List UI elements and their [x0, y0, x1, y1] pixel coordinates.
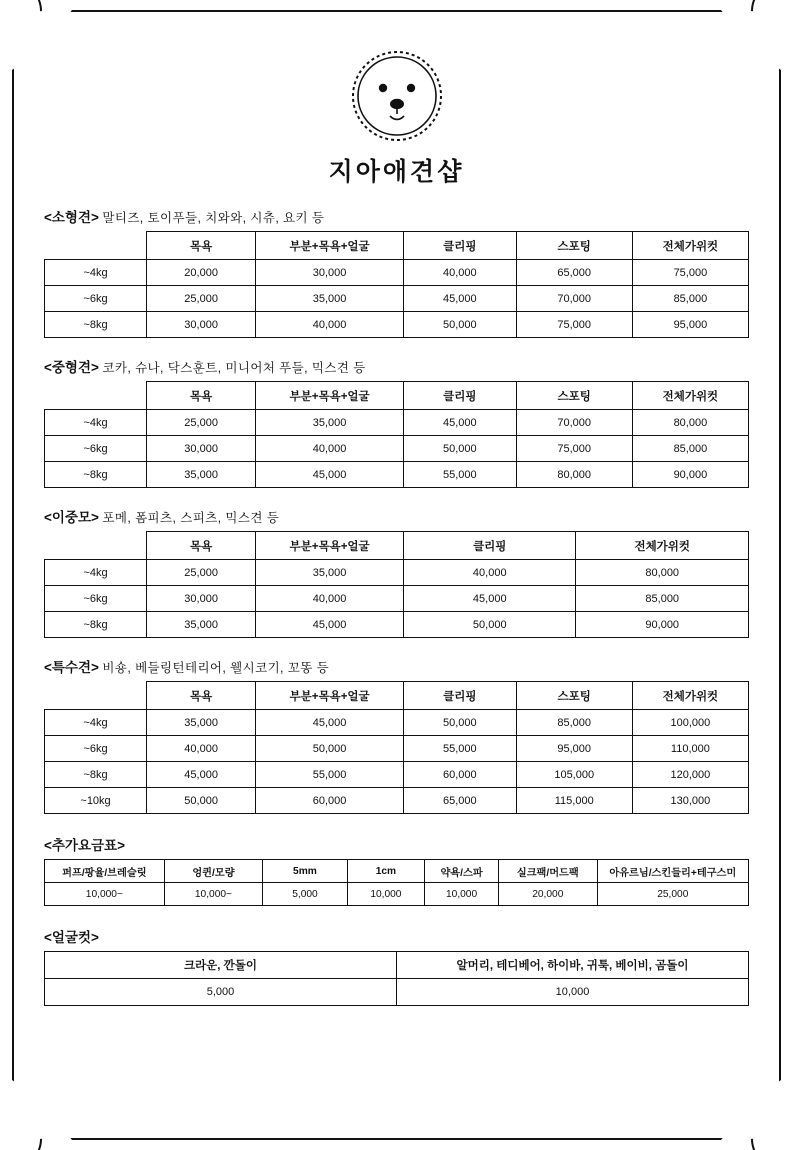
- corner-cell: [45, 382, 147, 410]
- price-cell: 55,000: [256, 762, 404, 788]
- row-header: ~4kg: [45, 410, 147, 436]
- price-cell: 50,000: [404, 436, 517, 462]
- price-cell: 30,000: [147, 436, 256, 462]
- price-cell: 75,000: [632, 260, 748, 286]
- price-table-small: [44, 231, 749, 338]
- section-small-dogs: [44, 206, 749, 338]
- price-cell: 50,000: [404, 612, 576, 638]
- row-header: ~4kg: [45, 710, 147, 736]
- price-cell: 25,000: [597, 883, 748, 906]
- section-category: <소형견>: [44, 210, 99, 225]
- price-cell: 50,000: [147, 788, 256, 814]
- table-row: [45, 979, 749, 1006]
- section-description: 포메, 폼피츠, 스피츠, 믹스견 등: [102, 511, 280, 525]
- column-header: 알머리, 테디베어, 하이바, 귀툭, 베이비, 곰돌이: [397, 952, 749, 979]
- row-header: ~8kg: [45, 762, 147, 788]
- column-header: 스포팅: [516, 232, 632, 260]
- price-cell: 35,000: [256, 560, 404, 586]
- table-row: [45, 410, 749, 436]
- table-row: [45, 788, 749, 814]
- price-cell: 30,000: [256, 260, 404, 286]
- price-cell: 45,000: [404, 286, 517, 312]
- price-cell: 95,000: [516, 736, 632, 762]
- section-description: 비숑, 베들링턴테리어, 웰시코기, 꼬똥 등: [102, 661, 330, 675]
- table-row: [45, 286, 749, 312]
- column-header: 전체가위컷: [576, 532, 749, 560]
- column-header: 목욕: [147, 532, 256, 560]
- price-cell: 50,000: [256, 736, 404, 762]
- section-description: 코카, 슈나, 닥스훈트, 미니어처 푸들, 믹스견 등: [102, 361, 366, 375]
- column-header: 전체가위컷: [632, 682, 748, 710]
- price-cell: 45,000: [404, 410, 517, 436]
- table-row: [45, 260, 749, 286]
- column-header: 실크팩/머드팩: [499, 860, 598, 883]
- column-header: 크라운, 깐돌이: [45, 952, 397, 979]
- row-header: ~4kg: [45, 260, 147, 286]
- column-header: 전체가위컷: [632, 232, 748, 260]
- price-cell: 45,000: [404, 586, 576, 612]
- column-header: 목욕: [147, 382, 256, 410]
- price-cell: 10,000: [425, 883, 499, 906]
- price-cell: 105,000: [516, 762, 632, 788]
- price-table-medium: [44, 381, 749, 488]
- price-cell: 90,000: [632, 462, 748, 488]
- column-header: 부분+목욕+얼굴: [256, 682, 404, 710]
- price-cell: 45,000: [256, 612, 404, 638]
- price-cell: 10,000~: [45, 883, 165, 906]
- price-cell: 130,000: [632, 788, 748, 814]
- column-header: 클리핑: [404, 232, 517, 260]
- price-cell: 25,000: [147, 286, 256, 312]
- section-medium-dogs: [44, 356, 749, 488]
- price-cell: 20,000: [499, 883, 598, 906]
- column-header: 클리핑: [404, 682, 517, 710]
- table-row: [45, 762, 749, 788]
- price-cell: 70,000: [516, 286, 632, 312]
- page-title: 지아애견샵: [328, 158, 465, 186]
- price-cell: 10,000: [397, 979, 749, 1006]
- price-cell: 120,000: [632, 762, 748, 788]
- section-category: <중형견>: [44, 360, 99, 375]
- table-header-row: [45, 860, 749, 883]
- row-header: ~8kg: [45, 462, 147, 488]
- column-header: 부분+목욕+얼굴: [256, 532, 404, 560]
- price-cell: 85,000: [576, 586, 749, 612]
- price-cell: 25,000: [147, 560, 256, 586]
- price-table-special: [44, 681, 749, 814]
- price-cell: 80,000: [516, 462, 632, 488]
- table-header-row: [45, 382, 749, 410]
- price-cell: 75,000: [516, 312, 632, 338]
- price-cell: 90,000: [576, 612, 749, 638]
- price-cell: 85,000: [632, 286, 748, 312]
- row-header: ~10kg: [45, 788, 147, 814]
- corner-cell: [45, 232, 147, 260]
- table-row: [45, 462, 749, 488]
- logo-container: [12, 10, 781, 146]
- column-header: 목욕: [147, 232, 256, 260]
- row-header: ~6kg: [45, 436, 147, 462]
- price-cell: 80,000: [576, 560, 749, 586]
- row-header: ~6kg: [45, 286, 147, 312]
- table-row: [45, 612, 749, 638]
- price-cell: 45,000: [256, 462, 404, 488]
- column-header: 스포팅: [516, 682, 632, 710]
- section-face-cut: [44, 926, 749, 1006]
- price-cell: 35,000: [147, 612, 256, 638]
- column-header: 부분+목욕+얼굴: [256, 382, 404, 410]
- section-description: 말티즈, 토이푸들, 치와와, 시츄, 요키 등: [102, 211, 325, 225]
- section-category: <이중모>: [44, 510, 99, 525]
- row-header: ~6kg: [45, 586, 147, 612]
- table-row: [45, 312, 749, 338]
- price-cell: 40,000: [256, 436, 404, 462]
- price-cell: 5,000: [263, 883, 347, 906]
- face-cut-title: <얼굴컷>: [44, 930, 99, 945]
- column-header: 퍼프/팡율/브레슬릿: [45, 860, 165, 883]
- table-row: [45, 436, 749, 462]
- price-cell: 85,000: [632, 436, 748, 462]
- price-cell: 80,000: [632, 410, 748, 436]
- price-cell: 50,000: [404, 312, 517, 338]
- price-cell: 40,000: [256, 312, 404, 338]
- table-row: [45, 883, 749, 906]
- price-cell: 30,000: [147, 312, 256, 338]
- column-header: 1cm: [347, 860, 424, 883]
- row-header: ~4kg: [45, 560, 147, 586]
- column-header: 목욕: [147, 682, 256, 710]
- corner-cell: [45, 682, 147, 710]
- column-header: 약욕/스파: [425, 860, 499, 883]
- section-heading: [44, 356, 749, 376]
- column-header: 전체가위컷: [632, 382, 748, 410]
- price-cell: 110,000: [632, 736, 748, 762]
- column-header: 아유르님/스킨들리+테구스미: [597, 860, 748, 883]
- price-cell: 50,000: [404, 710, 517, 736]
- dog-face-icon: [335, 46, 459, 146]
- price-cell: 40,000: [404, 560, 576, 586]
- column-header: 엉퀸/모량: [164, 860, 263, 883]
- row-header: ~8kg: [45, 312, 147, 338]
- price-cell: 30,000: [147, 586, 256, 612]
- price-cell: 40,000: [147, 736, 256, 762]
- price-cell: 100,000: [632, 710, 748, 736]
- corner-cell: [45, 532, 147, 560]
- section-special-dogs: [44, 656, 749, 814]
- price-cell: 70,000: [516, 410, 632, 436]
- price-cell: 55,000: [404, 736, 517, 762]
- price-cell: 85,000: [516, 710, 632, 736]
- price-cell: 75,000: [516, 436, 632, 462]
- row-header: ~6kg: [45, 736, 147, 762]
- price-cell: 5,000: [45, 979, 397, 1006]
- price-cell: 35,000: [147, 710, 256, 736]
- column-header: 클리핑: [404, 532, 576, 560]
- price-cell: 60,000: [256, 788, 404, 814]
- table-header-row: [45, 232, 749, 260]
- price-cell: 65,000: [404, 788, 517, 814]
- price-cell: 20,000: [147, 260, 256, 286]
- section-category: <특수견>: [44, 660, 99, 675]
- extra-fees-title: <추가요금표>: [44, 838, 125, 853]
- price-cell: 40,000: [404, 260, 517, 286]
- face-cut-table: [44, 951, 749, 1006]
- price-cell: 35,000: [147, 462, 256, 488]
- section-double-coat: [44, 506, 749, 638]
- column-header: 5mm: [263, 860, 347, 883]
- price-cell: 55,000: [404, 462, 517, 488]
- price-cell: 10,000: [347, 883, 424, 906]
- table-header-row: [45, 952, 749, 979]
- price-cell: 60,000: [404, 762, 517, 788]
- section-heading: [44, 206, 749, 226]
- table-row: [45, 586, 749, 612]
- column-header: 부분+목욕+얼굴: [256, 232, 404, 260]
- row-header: ~8kg: [45, 612, 147, 638]
- price-cell: 35,000: [256, 410, 404, 436]
- price-cell: 35,000: [256, 286, 404, 312]
- section-heading: [44, 506, 749, 526]
- price-cell: 25,000: [147, 410, 256, 436]
- table-header-row: [45, 532, 749, 560]
- price-cell: 40,000: [256, 586, 404, 612]
- table-row: [45, 560, 749, 586]
- section-extra-fees: [44, 834, 749, 906]
- section-heading: [44, 656, 749, 676]
- column-header: 클리핑: [404, 382, 517, 410]
- price-table-double-coat: [44, 531, 749, 638]
- price-cell: 65,000: [516, 260, 632, 286]
- price-cell: 95,000: [632, 312, 748, 338]
- price-cell: 45,000: [147, 762, 256, 788]
- column-header: 스포팅: [516, 382, 632, 410]
- price-cell: 45,000: [256, 710, 404, 736]
- price-cell: 115,000: [516, 788, 632, 814]
- table-row: [45, 736, 749, 762]
- document-content: [12, 10, 781, 1140]
- price-cell: 10,000~: [164, 883, 263, 906]
- table-row: [45, 710, 749, 736]
- table-header-row: [45, 682, 749, 710]
- extra-fees-table: [44, 859, 749, 906]
